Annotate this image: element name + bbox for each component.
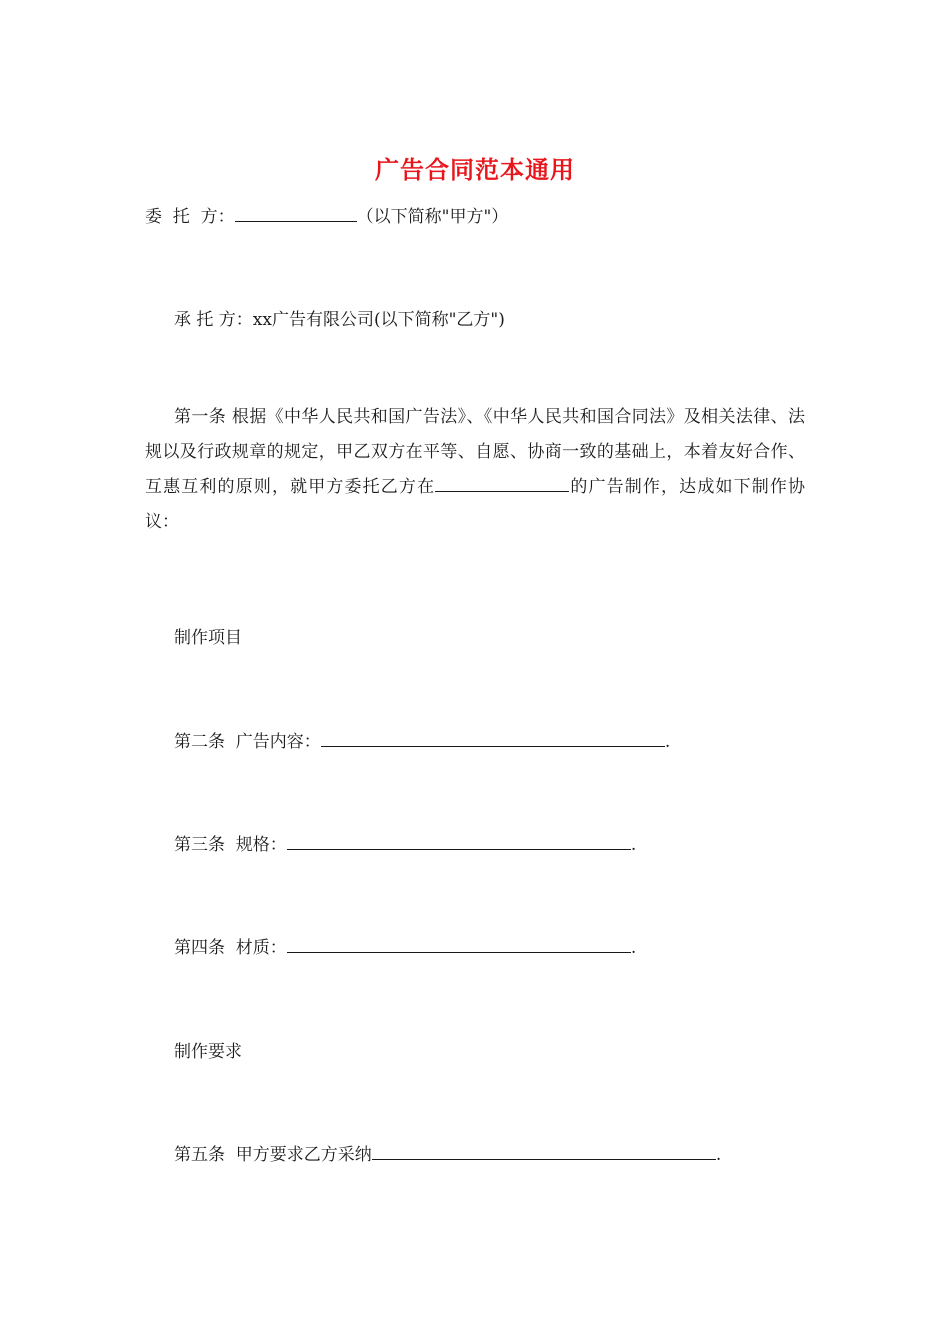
article-2-blank[interactable]	[321, 732, 665, 747]
article-1-blank[interactable]	[435, 477, 569, 492]
article-1-text-end: 的广告制作，达成如下制作协议：	[145, 477, 806, 532]
article-4	[174, 933, 636, 958]
article-5	[174, 1140, 721, 1165]
article-4-blank[interactable]	[287, 938, 631, 953]
article-2	[174, 727, 670, 752]
article-1-text: 第一条 根据《中华人民共和国广告法》、《中华人民共和国合同法》及相关法律、法规以及行政规章的规定，甲乙双方在平等、自愿、协商一致的基础上，本着友好合作、互惠互利的原则，就甲方委托乙方在	[145, 407, 805, 497]
section-production-items: 制作项目	[174, 628, 242, 648]
article-3	[174, 830, 636, 855]
document-title: 广告合同范本通用	[375, 155, 575, 184]
party-a-suffix: （以下简称"甲方"）	[356, 207, 509, 227]
article-2-label: 第二条 广告内容：	[174, 732, 321, 752]
article-3-blank[interactable]	[287, 835, 631, 850]
article-3-label: 第三条 规格：	[174, 835, 287, 855]
article-5-label: 第五条 甲方要求乙方采纳	[174, 1145, 372, 1165]
article-1	[145, 400, 805, 540]
party-a-line	[145, 202, 508, 227]
article-4-label: 第四条 材质：	[174, 938, 287, 958]
article-4-end: .	[630, 938, 637, 958]
article-5-blank[interactable]	[372, 1145, 716, 1160]
party-a-blank[interactable]	[235, 207, 357, 222]
article-3-end: .	[630, 835, 637, 855]
party-b-line: 承 托 方：xx广告有限公司(以下简称"乙方")	[174, 310, 505, 330]
section-production-requirements: 制作要求	[174, 1042, 242, 1062]
article-2-end: .	[664, 732, 671, 752]
article-5-end: .	[715, 1145, 722, 1165]
party-a-label: 委 托 方：	[145, 207, 235, 227]
